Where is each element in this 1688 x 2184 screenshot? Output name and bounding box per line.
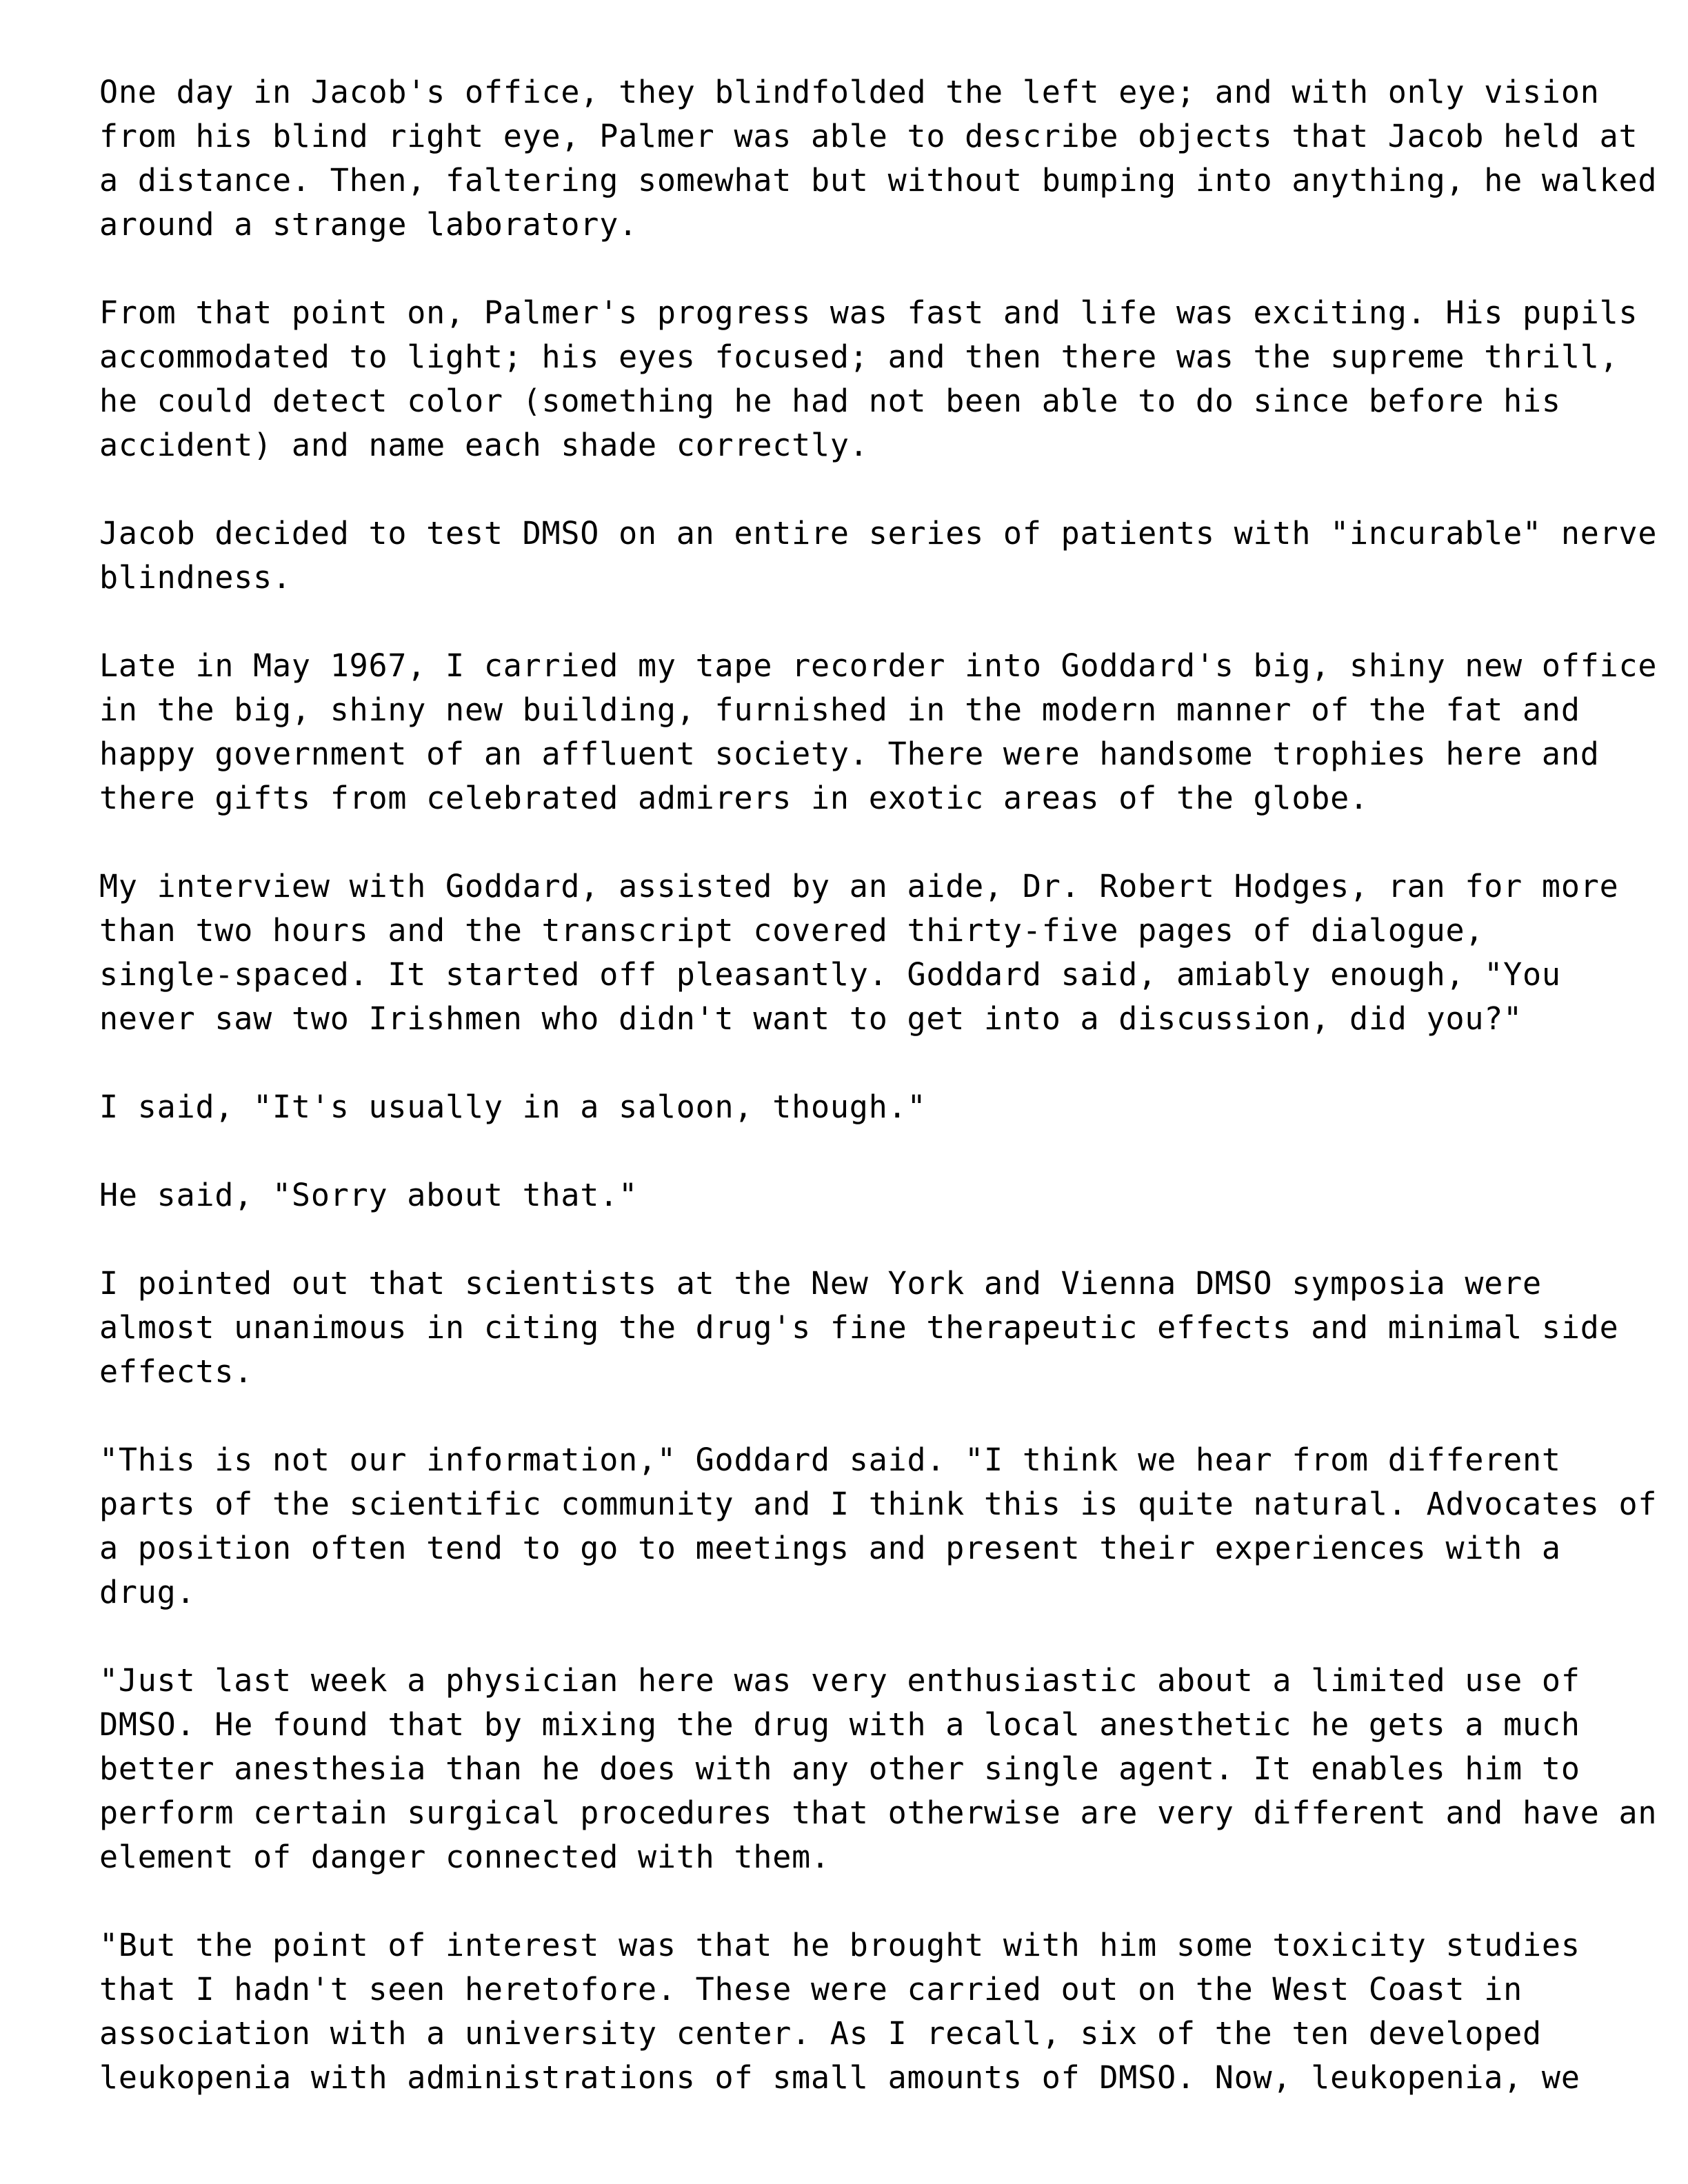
paragraph-2: [99, 291, 1638, 467]
text-line: Jacob decided to test DMSO on an entire series of patients with "incurable" nerve: [99, 515, 1658, 552]
text-line: I said, "It's usually in a saloon, though.": [99, 1089, 927, 1125]
text-line: happy government of an affluent society. There were handsome trophies here and: [99, 736, 1600, 772]
text-line: My interview with Goddard, assisted by an aide, Dr. Robert Hodges, ran for more: [99, 868, 1619, 904]
text-line: a distance. Then, faltering somewhat but without bumping into anything, he walked: [99, 162, 1658, 199]
text-line: "Just last week a physician here was very enthusiastic about a limited use of: [99, 1662, 1580, 1699]
paragraph-3: [99, 512, 1658, 600]
paragraph-11: [99, 1923, 1602, 2100]
text-line: never saw two Irishmen who didn't want to get into a discussion, did you?": [99, 1000, 1523, 1037]
text-line: From that point on, Palmer's progress was fast and life was exciting. His pupils: [99, 294, 1638, 331]
text-line: One day in Jacob's office, they blindfolded the left eye; and with only vision: [99, 74, 1600, 110]
text-line: there gifts from celebrated admirers in exotic areas of the globe.: [99, 780, 1369, 816]
paragraph-6: [99, 1085, 1602, 1129]
text-line: leukopenia with administrations of small amounts of DMSO. Now, leukopenia, we: [99, 2059, 1580, 2096]
paragraph-4: [99, 644, 1658, 820]
text-line: He said, "Sorry about that.": [99, 1177, 638, 1213]
text-line: effects.: [99, 1353, 254, 1390]
text-line: DMSO. He found that by mixing the drug with a local anesthetic he gets a much: [99, 1706, 1580, 1743]
text-line: perform certain surgical procedures that otherwise are very different and have an: [99, 1794, 1658, 1831]
paragraph-8: [99, 1262, 1619, 1394]
paragraph-9: [99, 1438, 1658, 1615]
text-line: parts of the scientific community and I think this is quite natural. Advocates of: [99, 1486, 1658, 1522]
text-line: blindness.: [99, 559, 292, 596]
paragraph-7: [99, 1173, 1602, 1217]
text-line: almost unanimous in citing the drug's fine therapeutic effects and minimal side: [99, 1309, 1619, 1346]
text-line: in the big, shiny new building, furnished in the modern manner of the fat and: [99, 691, 1580, 728]
text-line: drug.: [99, 1574, 196, 1610]
text-line: "This is not our information," Goddard said. "I think we hear from different: [99, 1442, 1561, 1478]
text-line: than two hours and the transcript covered thirty-five pages of dialogue,: [99, 912, 1485, 949]
document-page: [99, 70, 1658, 2144]
paragraph-10: [99, 1659, 1658, 1879]
text-line: that I hadn't seen heretofore. These were carried out on the West Coast in: [99, 1971, 1523, 2008]
text-line: accident) and name each shade correctly.: [99, 427, 869, 463]
text-line: "But the point of interest was that he brought with him some toxicity studies: [99, 1927, 1580, 1963]
paragraph-1: [99, 70, 1658, 247]
text-line: Late in May 1967, I carried my tape recorder into Goddard's big, shiny new office: [99, 647, 1658, 684]
text-line: accommodated to light; his eyes focused; and then there was the supreme thrill,: [99, 338, 1619, 375]
text-line: he could detect color (something he had not been able to do since before his: [99, 383, 1561, 419]
text-line: association with a university center. As I recall, six of the ten developed: [99, 2015, 1542, 2052]
text-line: better anesthesia than he does with any other single agent. It enables him to: [99, 1750, 1580, 1787]
text-line: single-spaced. It started off pleasantly. Goddard said, amiably enough, "You: [99, 956, 1561, 993]
text-line: from his blind right eye, Palmer was able to describe objects that Jacob held at: [99, 118, 1638, 154]
text-line: element of danger connected with them.: [99, 1839, 830, 1875]
text-line: a position often tend to go to meetings and present their experiences with a: [99, 1530, 1561, 1566]
text-line: around a strange laboratory.: [99, 206, 638, 243]
paragraph-5: [99, 865, 1619, 1041]
text-line: I pointed out that scientists at the New York and Vienna DMSO symposia were: [99, 1265, 1542, 1302]
